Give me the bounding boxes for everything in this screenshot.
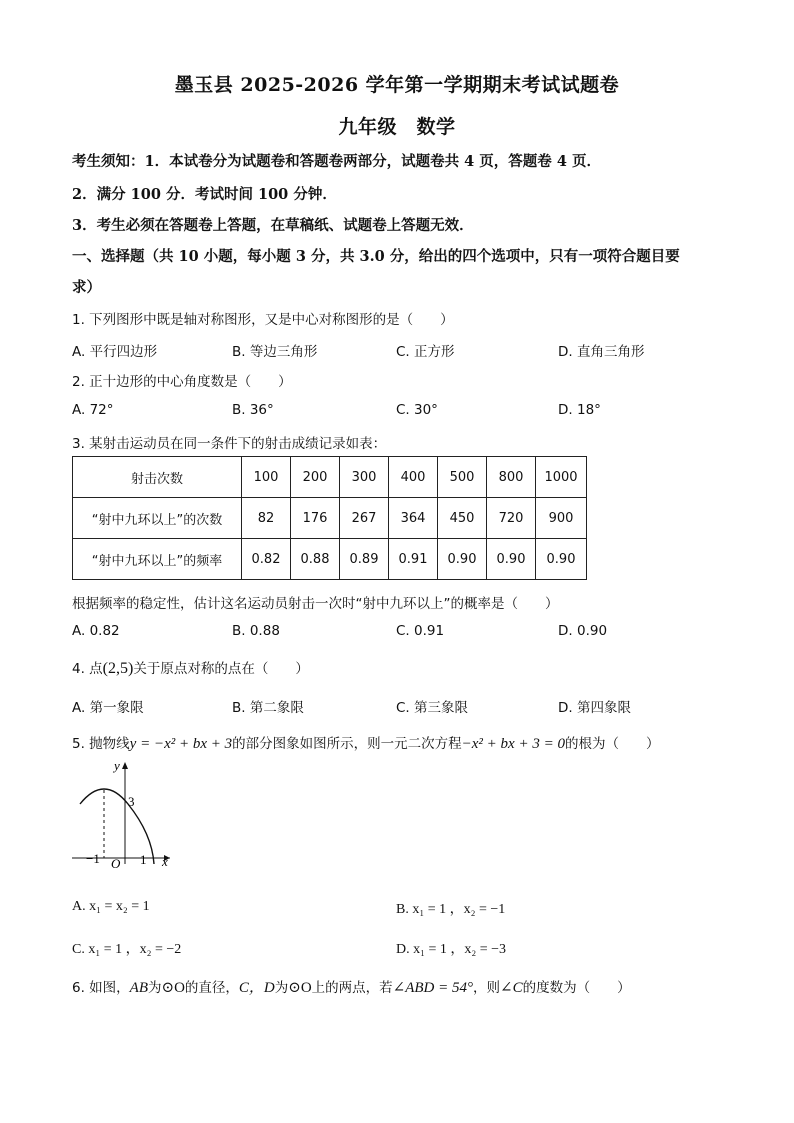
question-5-option-b [396, 898, 505, 918]
question-5-option-d-text: D. x₁ = 1 ，x₂ = −3 [396, 942, 507, 957]
section-heading-line-1: 一、选择题（共 10 小题，每小题 3 分，共 3.0 分，给出的四个选项中，只有一项符合题目要 [72, 248, 680, 265]
table-row [73, 457, 587, 498]
minus-one-label: −1 [86, 851, 100, 866]
question-1-option-d: D. 直角三角形 [558, 344, 645, 360]
table-cell: 300 [340, 457, 389, 498]
question-2-option-c: C. 30° [396, 402, 438, 418]
question-2-option-a: A. 72° [72, 402, 114, 418]
parabola-graph [70, 758, 180, 870]
question-4-option-c: C. 第三象限 [396, 700, 469, 716]
table-cell: 800 [487, 457, 536, 498]
table-cell: “射中九环以上”的频率 [73, 539, 242, 580]
question-5-option-a-text: A. x₁ = x₂ = 1 [72, 899, 150, 914]
question-5-option-a [72, 898, 150, 915]
table-cell: 176 [291, 498, 340, 539]
question-1-option-b: B. 等边三角形 [232, 344, 318, 360]
table-cell: 450 [438, 498, 487, 539]
table-cell: 0.90 [487, 539, 536, 580]
question-4-option-b: B. 第二象限 [232, 700, 304, 716]
question-5-prefix: 5. 抛物线 [72, 736, 130, 752]
table-cell: 500 [438, 457, 487, 498]
question-5-option-c [72, 938, 181, 958]
y-label: y [114, 758, 120, 773]
question-3-option-b: B. 0.88 [232, 623, 280, 639]
x-label: x [162, 854, 168, 869]
question-6-text-2: 为 [148, 980, 162, 996]
table-row [73, 539, 587, 580]
question-6-stem [72, 976, 631, 997]
parabola-equation: y = −x² + bx + 3 [129, 736, 233, 752]
table-cell: 0.90 [438, 539, 487, 580]
table-cell: 0.88 [291, 539, 340, 580]
question-5-option-b-text: B. x₁ = 1 ，x₂ = −1 [396, 902, 506, 917]
table-cell: 82 [242, 498, 291, 539]
table-cell: 0.90 [536, 539, 587, 580]
question-5-middle: 的部分图象如图所示，则一元二次方程 [232, 736, 462, 752]
notice-line-2: 2．满分 100 分．考试时间 100 分钟． [72, 186, 337, 203]
question-3-option-d: D. 0.90 [558, 623, 608, 639]
notice-line-3: 3．考生必须在答题卷上答题，在草稿纸、试题卷上答题无效． [72, 217, 474, 234]
question-2-stem: 2. 正十边形的中心角度数是（ ） [72, 374, 292, 390]
y-intercept-label: 3 [128, 794, 135, 809]
table-cell: 100 [242, 457, 291, 498]
question-1-option-a: A. 平行四边形 [72, 344, 158, 360]
circle-o: ⊙O [161, 980, 185, 996]
question-6-text-4: 为 [274, 980, 289, 996]
table-cell: 200 [291, 457, 340, 498]
table-cell: 1000 [536, 457, 587, 498]
shooting-record-table [72, 456, 587, 580]
question-6-text-6: ，则 [473, 980, 501, 996]
origin-label: O [111, 856, 121, 870]
question-6-text-3: 的直径， [184, 980, 239, 996]
one-label: 1 [140, 852, 147, 867]
question-4-prefix: 4. 点 [72, 661, 103, 677]
table-cell: 0.91 [389, 539, 438, 580]
table-cell: 267 [340, 498, 389, 539]
question-6-prefix: 6. 如图， [72, 980, 130, 996]
question-6-text-5: 上的两点，若 [311, 980, 393, 996]
y-axis-arrow [122, 762, 128, 769]
notice-line-1: 考生须知：1．本试卷分为试题卷和答题卷两部分，试题卷共 4 页，答题卷 4 页． [72, 153, 601, 170]
question-2-option-b: B. 36° [232, 402, 274, 418]
question-6-suffix: 的度数为（ ） [522, 980, 631, 996]
question-3-option-a: A. 0.82 [72, 623, 120, 639]
table-cell: 720 [487, 498, 536, 539]
question-5-option-d [396, 938, 506, 958]
question-5-stem [72, 732, 659, 753]
points-cd: C，D [238, 980, 275, 996]
circle-o-2: ⊙O [288, 980, 312, 996]
quadratic-equation: −x² + bx + 3 = 0 [461, 736, 565, 752]
table-cell: 射击次数 [73, 457, 242, 498]
question-1-stem: 1. 下列图形中既是轴对称图形，又是中心对称图形的是（ ） [72, 312, 454, 328]
question-4-suffix: 关于原点对称的点在（ ） [133, 661, 309, 677]
page-subtitle: 九年级 数学 [338, 116, 456, 138]
segment-ab: AB [129, 980, 148, 996]
table-cell: 900 [536, 498, 587, 539]
table-cell: 0.89 [340, 539, 389, 580]
table-row [73, 498, 587, 539]
question-4-option-d: D. 第四象限 [558, 700, 631, 716]
question-4-stem [72, 657, 309, 678]
table-cell: “射中九环以上”的次数 [73, 498, 242, 539]
table-cell: 364 [389, 498, 438, 539]
table-cell: 400 [389, 457, 438, 498]
angle-c: ∠C [500, 980, 523, 996]
question-2-option-d: D. 18° [558, 402, 601, 418]
question-5-option-c-text: C. x₁ = 1 ，x₂ = −2 [72, 942, 182, 957]
table-cell: 0.82 [242, 539, 291, 580]
question-3-question: 根据频率的稳定性，估计这名运动员射击一次时“射中九环以上”的概率是（ ） [72, 596, 559, 612]
question-4-option-a: A. 第一象限 [72, 700, 144, 716]
angle-abd: ∠ABD = 54° [392, 980, 474, 996]
page-title: 墨玉县 2025-2026 学年第一学期期末考试试题卷 [174, 74, 620, 96]
question-3-option-c: C. 0.91 [396, 623, 445, 639]
section-heading-line-2: 求） [72, 279, 101, 296]
question-3-stem: 3. 某射击运动员在同一条件下的射击成绩记录如表： [72, 436, 387, 452]
point-expression: (2,5) [102, 660, 134, 677]
question-5-suffix: 的根为（ ） [564, 736, 660, 752]
question-1-option-c: C. 正方形 [396, 344, 455, 360]
